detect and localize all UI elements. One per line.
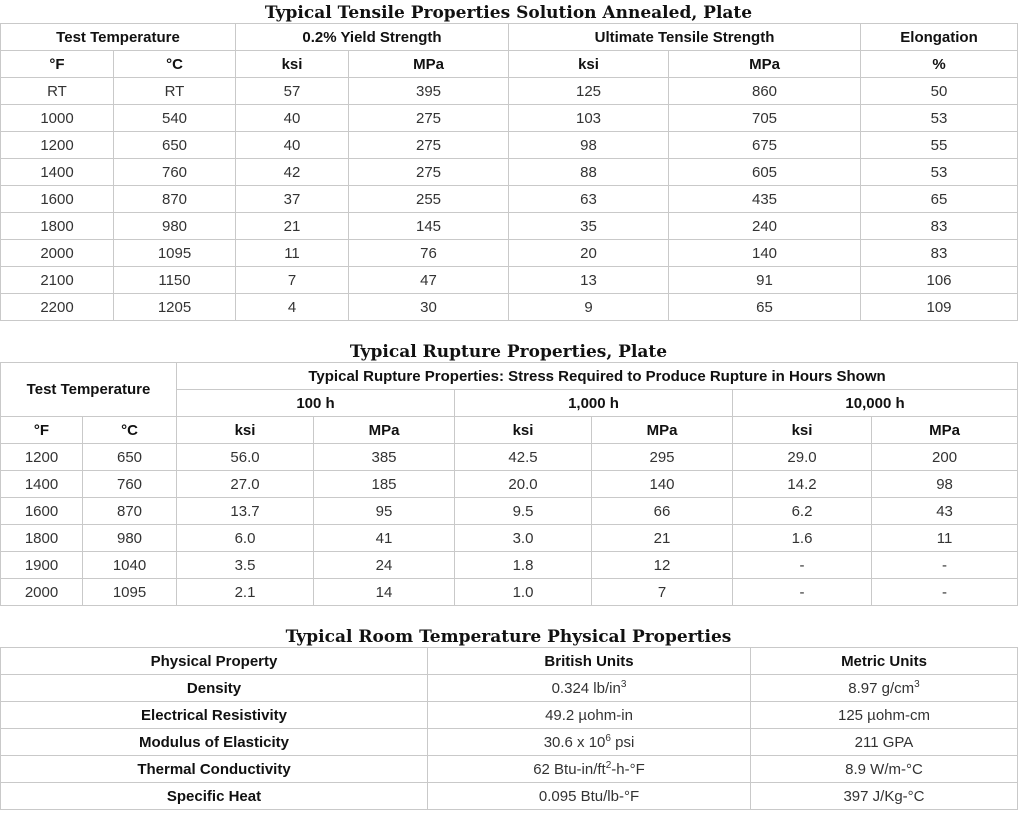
unit-cell: MPa bbox=[592, 417, 733, 444]
table-cell: 1095 bbox=[83, 579, 177, 606]
table-cell: 2100 bbox=[1, 267, 114, 294]
physical-table-body bbox=[1, 675, 1018, 810]
table-cell: 125 bbox=[509, 78, 669, 105]
physical-metric-value bbox=[751, 756, 1018, 783]
british-value-text: 0.324 lb/in bbox=[551, 679, 621, 697]
table-cell: 760 bbox=[83, 471, 177, 498]
table-cell: 3.5 bbox=[177, 552, 314, 579]
british-value-exponent: 2 bbox=[605, 759, 612, 771]
table-cell: 20.0 bbox=[455, 471, 592, 498]
physical-british-value bbox=[428, 756, 751, 783]
table-cell: - bbox=[733, 579, 872, 606]
table-cell: 66 bbox=[592, 498, 733, 525]
tensile-table-row bbox=[1, 105, 1018, 132]
rupture-header-1000h: 1,000 h bbox=[455, 390, 733, 417]
rupture-table-row bbox=[1, 552, 1018, 579]
table-cell: 43 bbox=[872, 498, 1018, 525]
rupture-header-span: Typical Rupture Properties: Stress Required to Produce Rupture in Hours Shown bbox=[177, 363, 1018, 390]
table-cell: 140 bbox=[592, 471, 733, 498]
british-value-text: 49.2 µohm-in bbox=[545, 706, 633, 724]
table-cell: 12 bbox=[592, 552, 733, 579]
metric-value-text: 8.9 W/m-°C bbox=[845, 760, 923, 778]
unit-cell: ksi bbox=[455, 417, 592, 444]
table-cell: 1.8 bbox=[455, 552, 592, 579]
metric-value-exponent: 3 bbox=[914, 678, 920, 690]
metric-value-text: 397 J/Kg-°C bbox=[843, 787, 925, 805]
table-cell: 11 bbox=[236, 240, 349, 267]
table-cell: 37 bbox=[236, 186, 349, 213]
table-cell: 255 bbox=[349, 186, 509, 213]
table-cell: 14 bbox=[314, 579, 455, 606]
tensile-group-header-row bbox=[1, 24, 1018, 51]
table-cell: 55 bbox=[861, 132, 1018, 159]
table-cell: 83 bbox=[861, 240, 1018, 267]
table-cell: 9 bbox=[509, 294, 669, 321]
table-cell: 95 bbox=[314, 498, 455, 525]
tensile-table-row bbox=[1, 240, 1018, 267]
table-cell: 1800 bbox=[1, 525, 83, 552]
table-cell: 2000 bbox=[1, 240, 114, 267]
tensile-header-elongation: Elongation bbox=[861, 24, 1018, 51]
table-cell: 88 bbox=[509, 159, 669, 186]
tensile-table-row bbox=[1, 159, 1018, 186]
rupture-properties-table bbox=[0, 362, 1018, 606]
table-cell: 27.0 bbox=[177, 471, 314, 498]
tensile-header-test-temperature: Test Temperature bbox=[1, 24, 236, 51]
table-cell: 98 bbox=[872, 471, 1018, 498]
table-cell: 275 bbox=[349, 105, 509, 132]
table-cell: 185 bbox=[314, 471, 455, 498]
table-cell: 760 bbox=[114, 159, 236, 186]
physical-british-value bbox=[428, 729, 751, 756]
rupture-header-10000h: 10,000 h bbox=[733, 390, 1018, 417]
table-cell: 41 bbox=[314, 525, 455, 552]
unit-cell: ksi bbox=[509, 51, 669, 78]
physical-property-name: Specific Heat bbox=[1, 783, 428, 810]
table-cell: 1400 bbox=[1, 159, 114, 186]
physical-table-row bbox=[1, 783, 1018, 810]
table-cell: 275 bbox=[349, 159, 509, 186]
table-cell: 83 bbox=[861, 213, 1018, 240]
table-cell: 21 bbox=[592, 525, 733, 552]
table-cell: 103 bbox=[509, 105, 669, 132]
table-cell: 47 bbox=[349, 267, 509, 294]
physical-table-row bbox=[1, 756, 1018, 783]
table-cell: 109 bbox=[861, 294, 1018, 321]
rupture-table-row bbox=[1, 444, 1018, 471]
physical-metric-value bbox=[751, 729, 1018, 756]
tensile-table-row bbox=[1, 213, 1018, 240]
table-cell: 56.0 bbox=[177, 444, 314, 471]
physical-metric-value bbox=[751, 702, 1018, 729]
table-cell: 65 bbox=[861, 186, 1018, 213]
unit-cell: ksi bbox=[733, 417, 872, 444]
physical-header-metric-units: Metric Units bbox=[751, 648, 1018, 675]
table-cell: - bbox=[872, 552, 1018, 579]
unit-cell: °C bbox=[83, 417, 177, 444]
physical-british-value bbox=[428, 702, 751, 729]
british-value-text: 0.095 Btu/lb-°F bbox=[538, 787, 640, 805]
table-cell: 1040 bbox=[83, 552, 177, 579]
rupture-units-row bbox=[1, 417, 1018, 444]
tensile-table-row bbox=[1, 78, 1018, 105]
british-value-suffix: -h-°F bbox=[611, 760, 645, 778]
table-cell: 20 bbox=[509, 240, 669, 267]
table-cell: 1400 bbox=[1, 471, 83, 498]
table-cell: 1000 bbox=[1, 105, 114, 132]
table-cell: 1.6 bbox=[733, 525, 872, 552]
unit-cell: ksi bbox=[236, 51, 349, 78]
table-cell: 9.5 bbox=[455, 498, 592, 525]
table-cell: 385 bbox=[314, 444, 455, 471]
unit-cell: MPa bbox=[872, 417, 1018, 444]
unit-cell: °C bbox=[114, 51, 236, 78]
rupture-table-row bbox=[1, 525, 1018, 552]
physical-metric-value bbox=[751, 783, 1018, 810]
table-cell: 1205 bbox=[114, 294, 236, 321]
rupture-header-test-temperature: Test Temperature bbox=[1, 363, 177, 417]
table-cell: 42.5 bbox=[455, 444, 592, 471]
table-cell: RT bbox=[114, 78, 236, 105]
table-cell: 6.2 bbox=[733, 498, 872, 525]
table-cell: RT bbox=[1, 78, 114, 105]
table-cell: 76 bbox=[349, 240, 509, 267]
physical-property-name: Modulus of Elasticity bbox=[1, 729, 428, 756]
table-cell: 11 bbox=[872, 525, 1018, 552]
physical-british-value bbox=[428, 783, 751, 810]
table-cell: 395 bbox=[349, 78, 509, 105]
rupture-header-100h: 100 h bbox=[177, 390, 455, 417]
british-value-text: 30.6 x 10 bbox=[543, 733, 606, 751]
table-cell: 13.7 bbox=[177, 498, 314, 525]
table-cell: 650 bbox=[83, 444, 177, 471]
metric-value-text: 125 µohm-cm bbox=[837, 706, 930, 724]
unit-cell: °F bbox=[1, 51, 114, 78]
table-cell: 57 bbox=[236, 78, 349, 105]
unit-cell: % bbox=[861, 51, 1018, 78]
physical-property-name: Electrical Resistivity bbox=[1, 702, 428, 729]
table-cell: 1900 bbox=[1, 552, 83, 579]
table-cell: 6.0 bbox=[177, 525, 314, 552]
table-cell: 605 bbox=[669, 159, 861, 186]
british-value-suffix: psi bbox=[610, 733, 635, 751]
physical-header-property: Physical Property bbox=[1, 648, 428, 675]
unit-cell: MPa bbox=[314, 417, 455, 444]
physical-table-row bbox=[1, 729, 1018, 756]
physical-table-row bbox=[1, 702, 1018, 729]
table-cell: 1095 bbox=[114, 240, 236, 267]
table-cell: 2000 bbox=[1, 579, 83, 606]
table-cell: 1150 bbox=[114, 267, 236, 294]
physical-header-british-units: British Units bbox=[428, 648, 751, 675]
table-cell: 24 bbox=[314, 552, 455, 579]
metric-value-text: 211 GPA bbox=[854, 733, 914, 751]
tensile-units-row bbox=[1, 51, 1018, 78]
table-cell: 2200 bbox=[1, 294, 114, 321]
physical-metric-value bbox=[751, 675, 1018, 702]
unit-cell: MPa bbox=[349, 51, 509, 78]
table-cell: 980 bbox=[114, 213, 236, 240]
table-cell: 140 bbox=[669, 240, 861, 267]
physical-property-name: Density bbox=[1, 675, 428, 702]
table-cell: 675 bbox=[669, 132, 861, 159]
table-cell: 50 bbox=[861, 78, 1018, 105]
british-value-exponent: 6 bbox=[605, 732, 611, 744]
physical-table-row bbox=[1, 675, 1018, 702]
tensile-table-body bbox=[1, 78, 1018, 321]
table-cell: - bbox=[872, 579, 1018, 606]
table-cell: 30 bbox=[349, 294, 509, 321]
table-cell: 40 bbox=[236, 132, 349, 159]
table-cell: 540 bbox=[114, 105, 236, 132]
table-cell: 14.2 bbox=[733, 471, 872, 498]
unit-cell: °F bbox=[1, 417, 83, 444]
table-cell: 1600 bbox=[1, 498, 83, 525]
physical-header-row bbox=[1, 648, 1018, 675]
table-cell: 145 bbox=[349, 213, 509, 240]
physical-table-title: Typical Room Temperature Physical Properties bbox=[285, 627, 732, 647]
table-cell: 13 bbox=[509, 267, 669, 294]
table-cell: 21 bbox=[236, 213, 349, 240]
table-cell: 870 bbox=[114, 186, 236, 213]
table-cell: 91 bbox=[669, 267, 861, 294]
table-cell: 7 bbox=[236, 267, 349, 294]
rupture-table-body bbox=[1, 444, 1018, 606]
tensile-table-row bbox=[1, 132, 1018, 159]
rupture-table-row bbox=[1, 471, 1018, 498]
table-cell: 29.0 bbox=[733, 444, 872, 471]
physical-property-name: Thermal Conductivity bbox=[1, 756, 428, 783]
unit-cell: MPa bbox=[669, 51, 861, 78]
table-cell: - bbox=[733, 552, 872, 579]
table-cell: 1200 bbox=[1, 132, 114, 159]
table-cell: 200 bbox=[872, 444, 1018, 471]
table-cell: 1.0 bbox=[455, 579, 592, 606]
unit-cell: ksi bbox=[177, 417, 314, 444]
british-value-exponent: 3 bbox=[620, 678, 627, 690]
table-cell: 40 bbox=[236, 105, 349, 132]
rupture-table-row bbox=[1, 579, 1018, 606]
tensile-table-row bbox=[1, 294, 1018, 321]
rupture-table-title: Typical Rupture Properties, Plate bbox=[349, 342, 668, 362]
table-cell: 435 bbox=[669, 186, 861, 213]
table-cell: 7 bbox=[592, 579, 733, 606]
rupture-table-row bbox=[1, 498, 1018, 525]
table-cell: 650 bbox=[114, 132, 236, 159]
tensile-header-ultimate-tensile-strength: Ultimate Tensile Strength bbox=[509, 24, 861, 51]
tensile-table-row bbox=[1, 267, 1018, 294]
table-cell: 4 bbox=[236, 294, 349, 321]
table-cell: 106 bbox=[861, 267, 1018, 294]
physical-british-value bbox=[428, 675, 751, 702]
table-cell: 53 bbox=[861, 105, 1018, 132]
table-cell: 980 bbox=[83, 525, 177, 552]
table-cell: 1800 bbox=[1, 213, 114, 240]
table-cell: 275 bbox=[349, 132, 509, 159]
table-cell: 295 bbox=[592, 444, 733, 471]
table-cell: 2.1 bbox=[177, 579, 314, 606]
table-cell: 860 bbox=[669, 78, 861, 105]
rupture-span-header-row bbox=[1, 363, 1018, 390]
table-cell: 63 bbox=[509, 186, 669, 213]
physical-properties-table bbox=[0, 647, 1018, 810]
tensile-table-title: Typical Tensile Properties Solution Annealed, Plate bbox=[264, 3, 753, 23]
table-cell: 98 bbox=[509, 132, 669, 159]
table-cell: 1600 bbox=[1, 186, 114, 213]
table-cell: 53 bbox=[861, 159, 1018, 186]
tensile-table-row bbox=[1, 186, 1018, 213]
british-value-text: 62 Btu-in/ft bbox=[533, 760, 606, 778]
table-cell: 65 bbox=[669, 294, 861, 321]
tensile-properties-table bbox=[0, 23, 1018, 321]
tensile-header-yield-strength: 0.2% Yield Strength bbox=[236, 24, 509, 51]
table-cell: 3.0 bbox=[455, 525, 592, 552]
table-cell: 240 bbox=[669, 213, 861, 240]
metric-value-text: 8.97 g/cm bbox=[848, 679, 915, 697]
table-cell: 870 bbox=[83, 498, 177, 525]
table-cell: 1200 bbox=[1, 444, 83, 471]
table-cell: 42 bbox=[236, 159, 349, 186]
table-cell: 705 bbox=[669, 105, 861, 132]
table-cell: 35 bbox=[509, 213, 669, 240]
